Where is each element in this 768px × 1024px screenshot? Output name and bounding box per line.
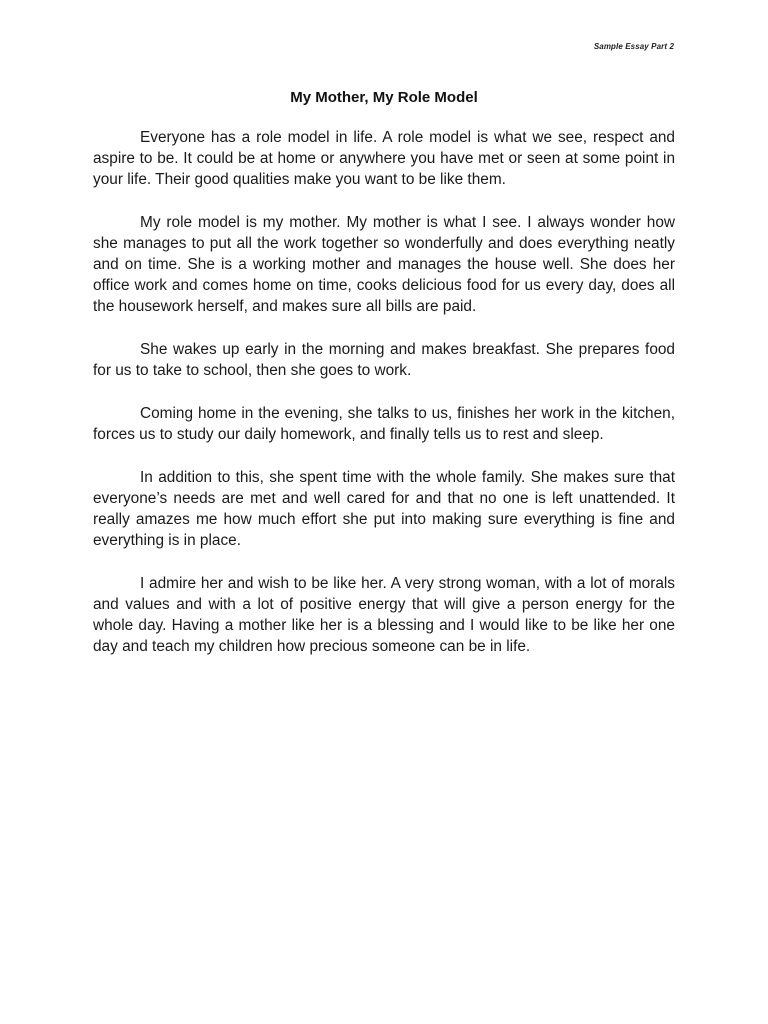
paragraph-6: I admire her and wish to be like her. A very strong woman, with a lot of morals and values and with a lot of positive energy that will give a person energy for the whole day. Having a mother like her is a blessing and I would like to be like her one day and teach my children how precious someone can be in life. xyxy=(93,575,675,655)
essay-body xyxy=(93,88,675,679)
paragraph-4: Coming home in the evening, she talks to us, finishes her work in the kitchen, forces us to study our daily homework, and finally tells us to rest and sleep. xyxy=(93,405,675,443)
header-note: Sample Essay Part 2 xyxy=(593,42,674,51)
paragraph-5: In addition to this, she spent time with the whole family. She makes sure that everyone’s needs are met and well cared for and that no one is left unattended. It really amazes me how much effort she put into making sure everything is fine and everything is in place. xyxy=(93,469,675,549)
paragraph-3: She wakes up early in the morning and makes breakfast. She prepares food for us to take to school, then she goes to work. xyxy=(93,341,675,379)
paragraph-1: Everyone has a role model in life. A role model is what we see, respect and aspire to be. It could be at home or anywhere you have met or seen at some point in your life. Their good qualities make you want to be like them. xyxy=(93,129,675,188)
essay-title: My Mother, My Role Model xyxy=(290,89,478,106)
paragraph-2: My role model is my mother. My mother is what I see. I always wonder how she manages to put all the work together so wonderfully and does everything neatly and on time. She is a working mother and manages the house well. She does her office work and comes home on time, cooks delicious food for us every day, does all the housework herself, and makes sure all bills are paid. xyxy=(93,214,675,315)
